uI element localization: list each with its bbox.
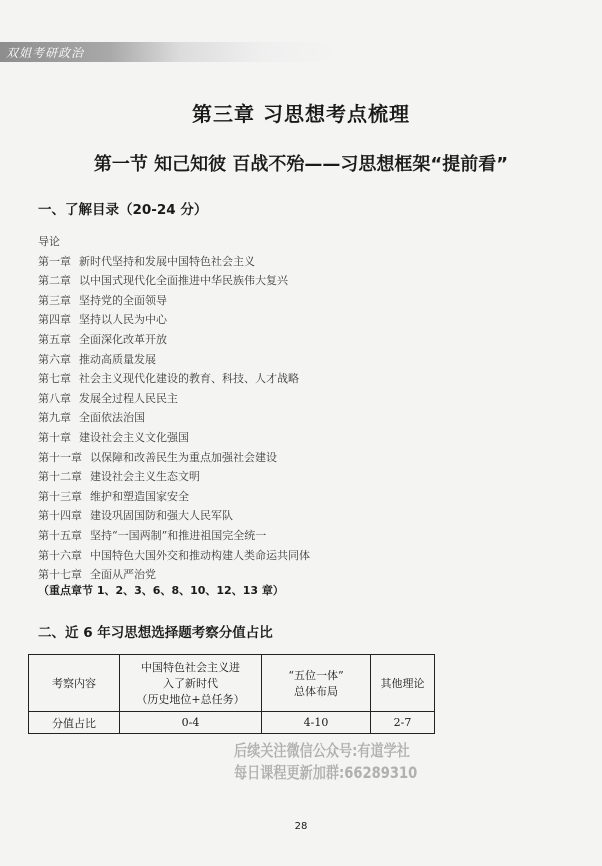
- toc-item: [38, 310, 310, 330]
- toc-chapter-number: 第九章: [38, 411, 71, 425]
- toc-chapter-title: 以中国式现代化全面推进中华民族伟大复兴: [79, 274, 288, 288]
- col-new-era-line: （历史地位+总任务）: [136, 693, 245, 706]
- toc-chapter-title: 建设社会主义文化强国: [79, 430, 189, 444]
- toc-item: [38, 330, 310, 350]
- score-table: [28, 654, 435, 734]
- toc-chapter-number: 第三章: [38, 293, 71, 307]
- toc-chapter-title: 发展全过程人民民主: [79, 391, 178, 405]
- toc-list: [38, 232, 310, 585]
- toc-chapter-title: 新时代坚持和发展中国特色社会主义: [79, 254, 255, 268]
- toc-chapter-number: 第五章: [38, 332, 71, 346]
- col-five-in-one-line: “五位一体”: [288, 669, 344, 682]
- toc-chapter-number: 第十五章: [38, 528, 82, 542]
- toc-item: [38, 291, 310, 311]
- toc-item: [38, 232, 310, 252]
- toc-chapter-number: 第十三章: [38, 489, 82, 503]
- toc-chapter-title: 坚持“一国两制”和推进祖国完全统一: [90, 528, 267, 542]
- toc-chapter-title: 以保障和改善民生为重点加强社会建设: [90, 450, 277, 464]
- toc-item: [38, 350, 310, 370]
- part1-heading: 一、了解目录（20-24 分）: [38, 202, 208, 218]
- toc-item: [38, 506, 310, 526]
- toc-chapter-number: 第十六章: [38, 548, 82, 562]
- col-new-era-line: 中国特色社会主义进: [141, 661, 240, 674]
- toc-chapter-number: 第二章: [38, 274, 71, 288]
- toc-item: [38, 546, 310, 566]
- chapter-title: 第三章 习思想考点梳理: [192, 102, 410, 126]
- toc-item: [38, 408, 310, 428]
- col-five-in-one-line: 总体布局: [294, 685, 338, 698]
- watermark-line: 后续关注微信公众号:有道学社: [234, 741, 410, 760]
- toc-item: [38, 487, 310, 507]
- row-header-content: 考察内容: [29, 655, 120, 712]
- toc-chapter-number: 第四章: [38, 313, 71, 327]
- row-header-score: 分值占比: [29, 712, 120, 734]
- toc-item: [38, 252, 310, 272]
- toc-item: [38, 526, 310, 546]
- toc-chapter-number: 第十七章: [38, 568, 82, 582]
- toc-item: [38, 389, 310, 409]
- toc-chapter-number: 第十二章: [38, 470, 82, 484]
- toc-chapter-number: 第六章: [38, 352, 71, 366]
- table-row: [29, 655, 435, 712]
- toc-item: [38, 369, 310, 389]
- watermark: [234, 740, 417, 784]
- toc-item: [38, 428, 310, 448]
- toc-chapter-title: 建设社会主义生态文明: [90, 470, 200, 484]
- toc-chapter-title: 坚持以人民为中心: [79, 313, 167, 327]
- toc-chapter-number: 第十一章: [38, 450, 82, 464]
- table-cell: 2-7: [371, 712, 435, 734]
- toc-chapter-number: 导论: [38, 235, 60, 248]
- col-new-era-line: 入了新时代: [163, 677, 218, 690]
- toc-chapter-title: 社会主义现代化建设的教育、科技、人才战略: [79, 372, 299, 386]
- toc-chapter-number: 第十四章: [38, 509, 82, 523]
- toc-chapter-number: 第八章: [38, 391, 71, 405]
- key-chapters-note: （重点章节 1、2、3、6、8、10、12、13 章）: [38, 584, 284, 597]
- part2-heading: 二、近 6 年习思想选择题考察分值占比: [38, 625, 273, 641]
- toc-item: [38, 448, 310, 468]
- toc-chapter-title: 全面从严治党: [90, 568, 156, 582]
- toc-chapter-title: 全面深化改革开放: [79, 332, 167, 346]
- table-cell: 0-4: [120, 712, 262, 734]
- col-five-in-one: [262, 655, 371, 712]
- toc-chapter-title: 推动高质量发展: [79, 352, 156, 366]
- toc-chapter-number: 第七章: [38, 372, 71, 386]
- toc-chapter-title: 建设巩固国防和强大人民军队: [90, 509, 233, 523]
- col-other-theory: 其他理论: [371, 655, 435, 712]
- header-label: 双姐考研政治: [6, 46, 85, 60]
- toc-chapter-title: 中国特色大国外交和推动构建人类命运共同体: [90, 548, 310, 562]
- toc-chapter-title: 全面依法治国: [79, 411, 145, 425]
- header-bar: [0, 42, 602, 62]
- watermark-line: 每日课程更新加群:66289310: [234, 763, 418, 782]
- toc-chapter-number: 第十章: [38, 430, 71, 444]
- table-cell: 4-10: [262, 712, 371, 734]
- table-row: [29, 712, 435, 734]
- toc-chapter-title: 坚持党的全面领导: [79, 293, 167, 307]
- page-number: 28: [294, 821, 308, 832]
- toc-item: [38, 467, 310, 487]
- section-title: 第一节 知己知彼 百战不殆——习思想框架“提前看”: [93, 154, 509, 175]
- toc-chapter-title: 维护和塑造国家安全: [90, 489, 189, 503]
- col-new-era: [120, 655, 262, 712]
- toc-item: [38, 271, 310, 291]
- toc-chapter-number: 第一章: [38, 254, 71, 268]
